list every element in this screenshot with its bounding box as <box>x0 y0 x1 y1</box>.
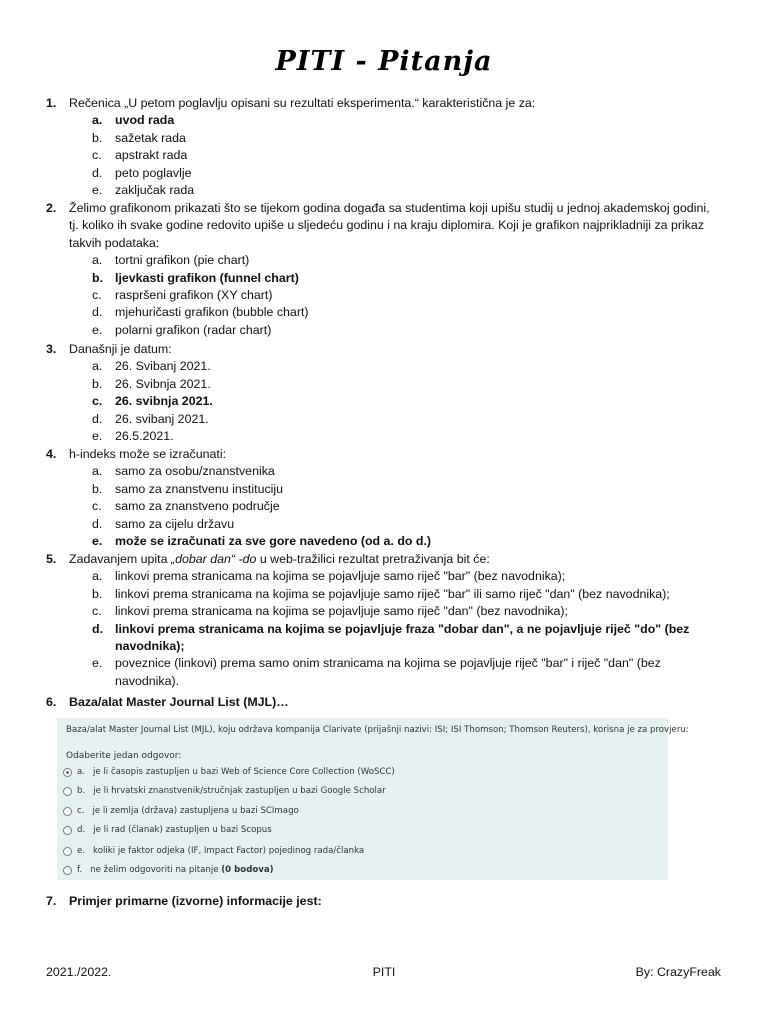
option-b: b. 26. Svibnja 2021. <box>92 376 211 391</box>
option-a: a. tortni grafikon (pie chart) <box>92 253 250 268</box>
question-number: 7. <box>46 894 57 908</box>
question-text: Današnji je datum: <box>69 342 172 356</box>
quiz-option-b[interactable]: b. je li hrvatski znanstvenik/stručnjak zastupljen u bazi Google Scholar <box>63 784 386 798</box>
quiz-option-e[interactable]: e. koliki je faktor odjeka (IF, Impact Factor) pojedinog rada/članka <box>63 844 364 858</box>
option-b: b. ljevkasti grafikon (funnel chart) <box>92 270 299 285</box>
question-text: Primjer primarne (izvorne) informacije jest: <box>69 894 322 908</box>
option-e: e. može se izračunati za sve gore navedeno (od a. do d.) <box>92 534 432 549</box>
option-e: e. poveznice (linkovi) prema samo onim stranicama na kojima se pojavljuje riječ "bar" i riječ "dan" (bez navodnika). <box>92 656 661 688</box>
option-c: c. apstrakt rada <box>92 148 188 163</box>
radio-selected-icon[interactable] <box>63 768 72 777</box>
question-number: 4. <box>46 447 57 461</box>
question-7 <box>46 893 716 910</box>
quiz-option-a[interactable]: a. je li časopis zastupljen u bazi Web of Science Core Collection (WoSCC) <box>63 765 395 779</box>
option-d: d. peto poglavlje <box>92 165 192 180</box>
question-2 <box>46 200 716 339</box>
radio-icon[interactable] <box>63 866 72 875</box>
quiz-option-c[interactable]: c. je li zemlja (država) zastupljena u bazi SCImago <box>63 804 299 818</box>
option-e: e. polarni grafikon (radar chart) <box>92 322 272 337</box>
question-text: Rečenica „U petom poglavlju opisani su rezultati eksperimenta.“ karakteristična je za: <box>69 96 536 110</box>
question-3 <box>46 341 716 445</box>
option-e: e. 26.5.2021. <box>92 429 174 444</box>
radio-icon[interactable] <box>63 787 72 796</box>
option-c: c. linkovi prema stranicama na kojima se pojavljuje samo riječ "dan" (bez navodnika); <box>92 604 569 619</box>
option-e: e. zaključak rada <box>92 183 195 198</box>
question-text: Zadavanjem upita „dobar dan“ -do u web-tražilici rezultat pretraživanja bit će: <box>69 552 490 566</box>
quiz-prompt: Odaberite jedan odgovor: <box>66 751 182 761</box>
option-c: c. samo za znanstveno područje <box>92 499 280 514</box>
option-c: c. 26. svibnja 2021. <box>92 394 213 409</box>
option-a: a. samo za osobu/znanstvenika <box>92 464 275 479</box>
footer-author: By: CrazyFreak <box>635 965 721 979</box>
question-number: 5. <box>46 552 57 566</box>
option-d: d. linkovi prema stranicama na kojima se pojavljuje fraza "dobar dan", a ne pojavljuje riječ "do" (bez navodnika); <box>92 621 690 654</box>
option-d: d. mjehuričasti grafikon (bubble chart) <box>92 305 309 320</box>
option-a: a. linkovi prema stranicama na kojima se pojavljuje samo riječ "bar" (bez navodnika); <box>92 569 566 584</box>
option-a: a. uvod rada <box>92 113 175 128</box>
radio-icon[interactable] <box>63 826 72 835</box>
question-number: 3. <box>46 342 57 356</box>
question-6 <box>46 694 716 711</box>
option-b: b. sažetak rada <box>92 130 186 145</box>
option-d: d. 26. svibanj 2021. <box>92 411 209 426</box>
question-text: h-indeks može se izračunati: <box>69 447 227 461</box>
footer-course: PITI <box>372 965 396 979</box>
question-1 <box>46 95 716 199</box>
option-c: c. raspršeni grafikon (XY chart) <box>92 288 273 303</box>
question-number: 1. <box>46 96 57 110</box>
quiz-intro: Baza/alat Master Journal List (MJL), koju održava kompanija Clarivate (prijašnji nazivi: ISI; ISI Thomson; Thomson Reuters), korisna je za provjeru: <box>66 725 689 735</box>
quiz-screenshot <box>57 718 689 880</box>
radio-icon[interactable] <box>63 847 72 856</box>
quiz-option-f[interactable]: f. ne želim odgovoriti na pitanje (0 bodova) <box>63 863 274 877</box>
question-4 <box>46 446 716 550</box>
option-b: b. linkovi prema stranicama na kojima se pojavljuje samo riječ "bar" ili samo riječ "dan" (bez navodnika); <box>92 586 670 601</box>
question-5 <box>46 551 716 690</box>
question-number: 6. <box>46 695 57 709</box>
footer-year: 2021./2022. <box>46 965 112 979</box>
option-b: b. samo za znanstvenu instituciju <box>92 481 284 496</box>
question-number: 2. <box>46 201 57 215</box>
option-a: a. 26. Svibanj 2021. <box>92 359 211 374</box>
page-title: PITI - Pitanja <box>275 46 493 77</box>
quiz-option-d[interactable]: d. je li rad (članak) zastupljen u bazi Scopus <box>63 823 272 837</box>
question-text: Baza/alat Master Journal List (MJL)… <box>69 695 289 709</box>
option-d: d. samo za cijelu državu <box>92 516 235 531</box>
question-text: Želimo grafikonom prikazati što se tijekom godina događa sa studentima koji upišu studij u jednoj akademskoj godini, tj. koliko ih svake godine redovito upiše u sljedeću godinu i na kraju diplomira. Koji je grafikon najprikladniji za prikaz takvih podataka: <box>69 201 710 250</box>
radio-icon[interactable] <box>63 807 72 816</box>
